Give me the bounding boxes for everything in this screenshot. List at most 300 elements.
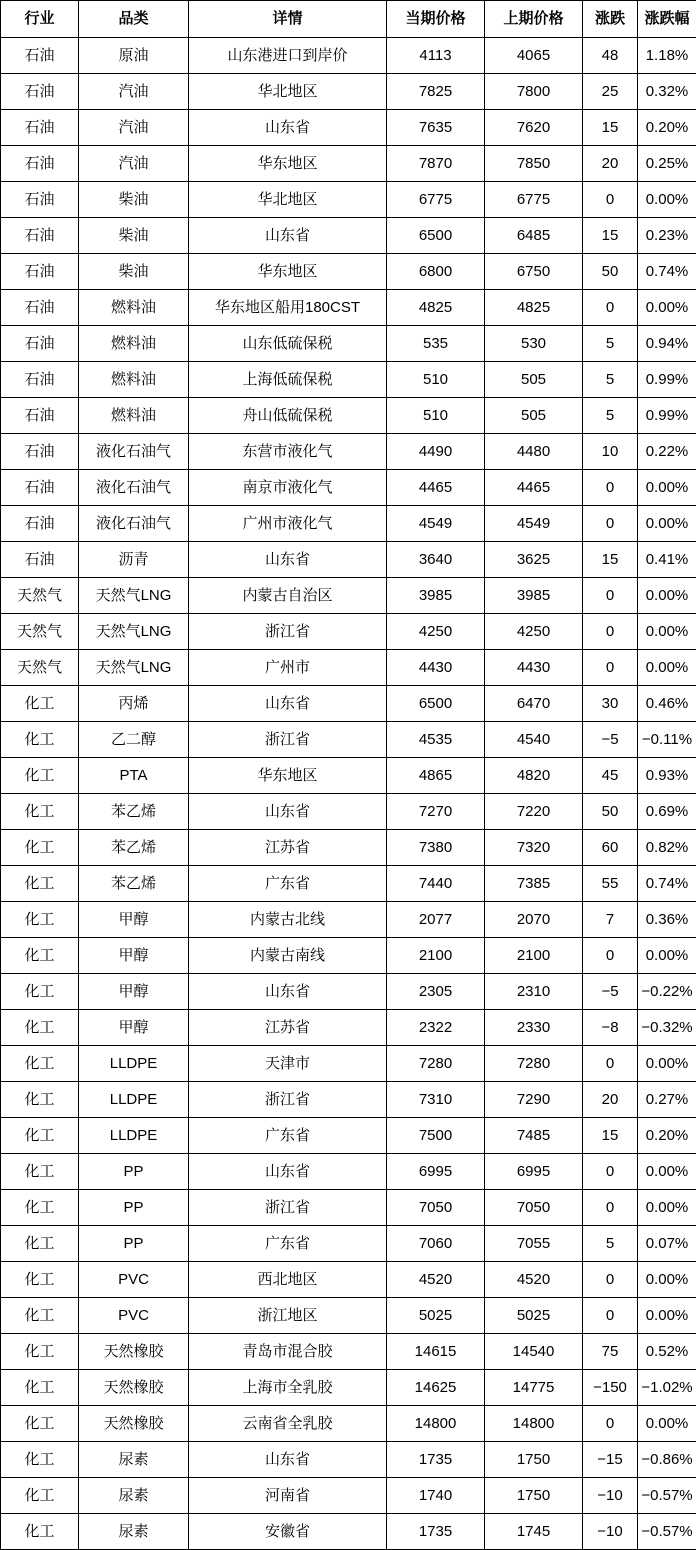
cell-current-price: 2077	[387, 902, 485, 938]
cell-change: 5	[583, 1226, 638, 1262]
cell-industry: 石油	[1, 470, 79, 506]
cell-change-pct: 0.00%	[638, 1190, 696, 1226]
cell-change-pct: −0.86%	[638, 1442, 696, 1478]
cell-change: −15	[583, 1442, 638, 1478]
cell-detail: 南京市液化气	[189, 470, 387, 506]
cell-detail: 华东地区	[189, 254, 387, 290]
cell-detail: 华东地区	[189, 758, 387, 794]
cell-previous-price: 2330	[485, 1010, 583, 1046]
cell-change: −5	[583, 974, 638, 1010]
cell-category: LLDPE	[79, 1118, 189, 1154]
cell-detail: 山东省	[189, 794, 387, 830]
table-row	[1, 938, 696, 974]
cell-industry: 化工	[1, 1190, 79, 1226]
cell-change: 0	[583, 182, 638, 218]
cell-change-pct: 0.82%	[638, 830, 696, 866]
cell-industry: 石油	[1, 74, 79, 110]
cell-change-pct: 0.00%	[638, 182, 696, 218]
table-row	[1, 398, 696, 434]
cell-current-price: 4535	[387, 722, 485, 758]
cell-industry: 化工	[1, 1514, 79, 1550]
column-header-detail: 详情	[189, 1, 387, 38]
table-row	[1, 794, 696, 830]
cell-category: 苯乙烯	[79, 866, 189, 902]
table-row	[1, 542, 696, 578]
cell-current-price: 7310	[387, 1082, 485, 1118]
cell-change-pct: −1.02%	[638, 1370, 696, 1406]
cell-detail: 浙江省	[189, 1190, 387, 1226]
cell-category: 尿素	[79, 1514, 189, 1550]
cell-previous-price: 1750	[485, 1478, 583, 1514]
cell-category: 甲醇	[79, 974, 189, 1010]
cell-change: 5	[583, 362, 638, 398]
cell-previous-price: 7290	[485, 1082, 583, 1118]
cell-change-pct: 0.00%	[638, 1154, 696, 1190]
cell-current-price: 535	[387, 326, 485, 362]
cell-industry: 化工	[1, 830, 79, 866]
cell-change: 20	[583, 146, 638, 182]
cell-industry: 石油	[1, 218, 79, 254]
cell-detail: 舟山低硫保税	[189, 398, 387, 434]
cell-previous-price: 4250	[485, 614, 583, 650]
cell-current-price: 6995	[387, 1154, 485, 1190]
cell-change-pct: 0.46%	[638, 686, 696, 722]
cell-change: 0	[583, 1154, 638, 1190]
cell-industry: 化工	[1, 974, 79, 1010]
cell-previous-price: 3625	[485, 542, 583, 578]
cell-detail: 山东省	[189, 1442, 387, 1478]
cell-previous-price: 4480	[485, 434, 583, 470]
cell-category: 燃料油	[79, 290, 189, 326]
cell-industry: 石油	[1, 398, 79, 434]
cell-industry: 石油	[1, 290, 79, 326]
cell-detail: 上海市全乳胶	[189, 1370, 387, 1406]
table-row	[1, 434, 696, 470]
cell-current-price: 4250	[387, 614, 485, 650]
cell-industry: 石油	[1, 110, 79, 146]
cell-previous-price: 1750	[485, 1442, 583, 1478]
cell-previous-price: 530	[485, 326, 583, 362]
cell-previous-price: 7320	[485, 830, 583, 866]
cell-category: PVC	[79, 1298, 189, 1334]
cell-change: −150	[583, 1370, 638, 1406]
cell-current-price: 1740	[387, 1478, 485, 1514]
cell-change-pct: 0.74%	[638, 866, 696, 902]
cell-category: 液化石油气	[79, 434, 189, 470]
cell-change-pct: −0.11%	[638, 722, 696, 758]
cell-change: 0	[583, 578, 638, 614]
cell-category: 液化石油气	[79, 470, 189, 506]
cell-category: 柴油	[79, 218, 189, 254]
cell-change: 55	[583, 866, 638, 902]
table-row	[1, 578, 696, 614]
cell-category: 汽油	[79, 74, 189, 110]
cell-previous-price: 5025	[485, 1298, 583, 1334]
cell-category: 汽油	[79, 146, 189, 182]
cell-current-price: 7825	[387, 74, 485, 110]
table-row	[1, 686, 696, 722]
cell-previous-price: 2100	[485, 938, 583, 974]
cell-change: 0	[583, 614, 638, 650]
table-row	[1, 362, 696, 398]
table-row	[1, 614, 696, 650]
cell-change: 10	[583, 434, 638, 470]
table-row	[1, 650, 696, 686]
cell-category: PP	[79, 1226, 189, 1262]
cell-change: 0	[583, 650, 638, 686]
cell-detail: 山东省	[189, 110, 387, 146]
cell-previous-price: 4520	[485, 1262, 583, 1298]
cell-change: −10	[583, 1514, 638, 1550]
cell-category: 甲醇	[79, 938, 189, 974]
cell-previous-price: 7485	[485, 1118, 583, 1154]
cell-industry: 化工	[1, 1406, 79, 1442]
cell-category: 沥青	[79, 542, 189, 578]
cell-category: 燃料油	[79, 362, 189, 398]
cell-category: 尿素	[79, 1442, 189, 1478]
table-row	[1, 1262, 696, 1298]
cell-change-pct: 0.00%	[638, 614, 696, 650]
cell-current-price: 1735	[387, 1442, 485, 1478]
cell-previous-price: 505	[485, 398, 583, 434]
cell-change-pct: −0.22%	[638, 974, 696, 1010]
cell-detail: 浙江省	[189, 1082, 387, 1118]
table-row	[1, 1406, 696, 1442]
cell-current-price: 7380	[387, 830, 485, 866]
cell-current-price: 4490	[387, 434, 485, 470]
cell-current-price: 4113	[387, 38, 485, 74]
cell-current-price: 14615	[387, 1334, 485, 1370]
cell-change: 20	[583, 1082, 638, 1118]
cell-current-price: 6500	[387, 686, 485, 722]
cell-previous-price: 6470	[485, 686, 583, 722]
cell-category: 汽油	[79, 110, 189, 146]
cell-industry: 石油	[1, 542, 79, 578]
cell-change-pct: 0.20%	[638, 1118, 696, 1154]
cell-previous-price: 6995	[485, 1154, 583, 1190]
column-header-current-price: 当期价格	[387, 1, 485, 38]
cell-category: 天然橡胶	[79, 1406, 189, 1442]
cell-previous-price: 4549	[485, 506, 583, 542]
column-header-previous-price: 上期价格	[485, 1, 583, 38]
cell-change-pct: 0.00%	[638, 290, 696, 326]
cell-industry: 石油	[1, 254, 79, 290]
cell-current-price: 6775	[387, 182, 485, 218]
cell-current-price: 4865	[387, 758, 485, 794]
table-row	[1, 1190, 696, 1226]
table-row	[1, 1442, 696, 1478]
cell-change-pct: 0.00%	[638, 506, 696, 542]
cell-current-price: 510	[387, 398, 485, 434]
cell-change-pct: 0.00%	[638, 1406, 696, 1442]
cell-change: 50	[583, 794, 638, 830]
cell-industry: 化工	[1, 938, 79, 974]
cell-previous-price: 7280	[485, 1046, 583, 1082]
cell-category: 甲醇	[79, 902, 189, 938]
cell-previous-price: 6485	[485, 218, 583, 254]
cell-previous-price: 4465	[485, 470, 583, 506]
table-row	[1, 1298, 696, 1334]
cell-industry: 石油	[1, 38, 79, 74]
cell-previous-price: 3985	[485, 578, 583, 614]
cell-current-price: 2322	[387, 1010, 485, 1046]
cell-category: LLDPE	[79, 1082, 189, 1118]
cell-previous-price: 7620	[485, 110, 583, 146]
table-row	[1, 290, 696, 326]
cell-change: −10	[583, 1478, 638, 1514]
cell-detail: 山东省	[189, 1154, 387, 1190]
table-row	[1, 1226, 696, 1262]
cell-detail: 内蒙古南线	[189, 938, 387, 974]
cell-category: 燃料油	[79, 326, 189, 362]
cell-change-pct: 0.99%	[638, 398, 696, 434]
cell-previous-price: 1745	[485, 1514, 583, 1550]
cell-detail: 浙江地区	[189, 1298, 387, 1334]
cell-industry: 化工	[1, 1046, 79, 1082]
table-row	[1, 1082, 696, 1118]
cell-industry: 化工	[1, 686, 79, 722]
cell-current-price: 1735	[387, 1514, 485, 1550]
cell-category: PTA	[79, 758, 189, 794]
cell-category: PP	[79, 1154, 189, 1190]
cell-change: 0	[583, 1262, 638, 1298]
cell-detail: 上海低硫保税	[189, 362, 387, 398]
cell-industry: 石油	[1, 146, 79, 182]
cell-current-price: 7500	[387, 1118, 485, 1154]
cell-previous-price: 7220	[485, 794, 583, 830]
cell-detail: 广东省	[189, 1118, 387, 1154]
cell-current-price: 14800	[387, 1406, 485, 1442]
cell-detail: 山东省	[189, 686, 387, 722]
cell-change-pct: 0.74%	[638, 254, 696, 290]
cell-detail: 浙江省	[189, 722, 387, 758]
cell-detail: 广东省	[189, 1226, 387, 1262]
cell-change-pct: 0.52%	[638, 1334, 696, 1370]
table-row	[1, 110, 696, 146]
cell-category: 天然橡胶	[79, 1334, 189, 1370]
cell-current-price: 4465	[387, 470, 485, 506]
cell-industry: 化工	[1, 1082, 79, 1118]
cell-industry: 化工	[1, 794, 79, 830]
cell-category: LLDPE	[79, 1046, 189, 1082]
cell-change-pct: 0.23%	[638, 218, 696, 254]
cell-previous-price: 7055	[485, 1226, 583, 1262]
cell-category: 苯乙烯	[79, 794, 189, 830]
cell-category: 天然气LNG	[79, 614, 189, 650]
cell-change: 50	[583, 254, 638, 290]
cell-change: 5	[583, 398, 638, 434]
cell-change-pct: 0.00%	[638, 938, 696, 974]
cell-detail: 华东地区	[189, 146, 387, 182]
cell-change: 0	[583, 1190, 638, 1226]
cell-current-price: 2305	[387, 974, 485, 1010]
cell-industry: 化工	[1, 1298, 79, 1334]
table-row	[1, 1514, 696, 1550]
cell-change: 60	[583, 830, 638, 866]
table-row	[1, 758, 696, 794]
table-row	[1, 146, 696, 182]
cell-detail: 华东地区船用180CST	[189, 290, 387, 326]
cell-industry: 石油	[1, 506, 79, 542]
table-row	[1, 1370, 696, 1406]
cell-industry: 化工	[1, 1334, 79, 1370]
cell-detail: 内蒙古自治区	[189, 578, 387, 614]
table-row	[1, 974, 696, 1010]
table-row	[1, 1046, 696, 1082]
table-row	[1, 1334, 696, 1370]
table-row	[1, 38, 696, 74]
table-header	[1, 1, 696, 38]
cell-category: 原油	[79, 38, 189, 74]
cell-industry: 化工	[1, 1262, 79, 1298]
cell-change: 5	[583, 326, 638, 362]
cell-category: 天然气LNG	[79, 578, 189, 614]
cell-previous-price: 4540	[485, 722, 583, 758]
cell-change-pct: 0.00%	[638, 470, 696, 506]
cell-category: 柴油	[79, 254, 189, 290]
cell-detail: 华北地区	[189, 74, 387, 110]
cell-change: −5	[583, 722, 638, 758]
cell-previous-price: 14775	[485, 1370, 583, 1406]
cell-change-pct: 0.00%	[638, 650, 696, 686]
cell-previous-price: 6750	[485, 254, 583, 290]
cell-change-pct: −0.57%	[638, 1514, 696, 1550]
cell-change-pct: 0.00%	[638, 578, 696, 614]
cell-category: 丙烯	[79, 686, 189, 722]
cell-industry: 化工	[1, 722, 79, 758]
cell-industry: 天然气	[1, 614, 79, 650]
cell-industry: 石油	[1, 182, 79, 218]
cell-current-price: 510	[387, 362, 485, 398]
table-row	[1, 722, 696, 758]
cell-current-price: 14625	[387, 1370, 485, 1406]
cell-detail: 广东省	[189, 866, 387, 902]
cell-industry: 化工	[1, 758, 79, 794]
cell-change: 0	[583, 470, 638, 506]
cell-change-pct: 0.25%	[638, 146, 696, 182]
cell-detail: 江苏省	[189, 830, 387, 866]
cell-change-pct: 0.22%	[638, 434, 696, 470]
cell-change-pct: 0.41%	[638, 542, 696, 578]
cell-current-price: 7280	[387, 1046, 485, 1082]
cell-change-pct: 0.32%	[638, 74, 696, 110]
cell-industry: 化工	[1, 1154, 79, 1190]
cell-change: 0	[583, 1046, 638, 1082]
cell-detail: 东营市液化气	[189, 434, 387, 470]
table-row	[1, 1154, 696, 1190]
cell-detail: 天津市	[189, 1046, 387, 1082]
cell-detail: 安徽省	[189, 1514, 387, 1550]
cell-change-pct: 0.94%	[638, 326, 696, 362]
cell-category: PVC	[79, 1262, 189, 1298]
cell-previous-price: 7385	[485, 866, 583, 902]
cell-change-pct: −0.32%	[638, 1010, 696, 1046]
cell-change-pct: 1.18%	[638, 38, 696, 74]
cell-detail: 西北地区	[189, 1262, 387, 1298]
cell-previous-price: 2310	[485, 974, 583, 1010]
cell-change-pct: 0.99%	[638, 362, 696, 398]
cell-previous-price: 2070	[485, 902, 583, 938]
table-row	[1, 470, 696, 506]
cell-previous-price: 6775	[485, 182, 583, 218]
cell-current-price: 6800	[387, 254, 485, 290]
cell-change-pct: 0.00%	[638, 1298, 696, 1334]
table-row	[1, 866, 696, 902]
cell-industry: 化工	[1, 1478, 79, 1514]
cell-detail: 江苏省	[189, 1010, 387, 1046]
cell-change: 0	[583, 1406, 638, 1442]
cell-current-price: 4430	[387, 650, 485, 686]
cell-detail: 广州市液化气	[189, 506, 387, 542]
cell-change: 0	[583, 1298, 638, 1334]
table-row	[1, 182, 696, 218]
column-header-change-pct: 涨跌幅	[638, 1, 696, 38]
cell-previous-price: 505	[485, 362, 583, 398]
cell-industry: 石油	[1, 362, 79, 398]
cell-change: 48	[583, 38, 638, 74]
cell-previous-price: 4065	[485, 38, 583, 74]
cell-change: 45	[583, 758, 638, 794]
cell-detail: 河南省	[189, 1478, 387, 1514]
cell-industry: 化工	[1, 1370, 79, 1406]
cell-current-price: 7440	[387, 866, 485, 902]
cell-current-price: 7635	[387, 110, 485, 146]
cell-change: 15	[583, 110, 638, 146]
cell-change: 15	[583, 218, 638, 254]
cell-industry: 化工	[1, 866, 79, 902]
table-row	[1, 902, 696, 938]
cell-change: 75	[583, 1334, 638, 1370]
cell-current-price: 7870	[387, 146, 485, 182]
cell-detail: 内蒙古北线	[189, 902, 387, 938]
cell-industry: 天然气	[1, 650, 79, 686]
cell-current-price: 4825	[387, 290, 485, 326]
cell-detail: 青岛市混合胶	[189, 1334, 387, 1370]
cell-current-price: 7050	[387, 1190, 485, 1226]
cell-detail: 广州市	[189, 650, 387, 686]
cell-change: 15	[583, 542, 638, 578]
cell-previous-price: 7800	[485, 74, 583, 110]
cell-detail: 华北地区	[189, 182, 387, 218]
cell-current-price: 2100	[387, 938, 485, 974]
cell-change-pct: 0.27%	[638, 1082, 696, 1118]
cell-change-pct: 0.00%	[638, 1046, 696, 1082]
table-row	[1, 254, 696, 290]
cell-previous-price: 7850	[485, 146, 583, 182]
cell-category: 乙二醇	[79, 722, 189, 758]
cell-current-price: 7060	[387, 1226, 485, 1262]
table-header-row	[1, 1, 696, 38]
cell-category: 甲醇	[79, 1010, 189, 1046]
cell-category: 液化石油气	[79, 506, 189, 542]
cell-current-price: 4520	[387, 1262, 485, 1298]
cell-detail: 云南省全乳胶	[189, 1406, 387, 1442]
cell-industry: 化工	[1, 1442, 79, 1478]
cell-current-price: 5025	[387, 1298, 485, 1334]
cell-change-pct: 0.20%	[638, 110, 696, 146]
cell-category: 尿素	[79, 1478, 189, 1514]
cell-change: 15	[583, 1118, 638, 1154]
cell-previous-price: 4825	[485, 290, 583, 326]
column-header-industry: 行业	[1, 1, 79, 38]
cell-change-pct: 0.36%	[638, 902, 696, 938]
cell-change-pct: −0.57%	[638, 1478, 696, 1514]
table-row	[1, 506, 696, 542]
table-row	[1, 1118, 696, 1154]
cell-current-price: 3640	[387, 542, 485, 578]
cell-change-pct: 0.00%	[638, 1262, 696, 1298]
cell-industry: 化工	[1, 902, 79, 938]
